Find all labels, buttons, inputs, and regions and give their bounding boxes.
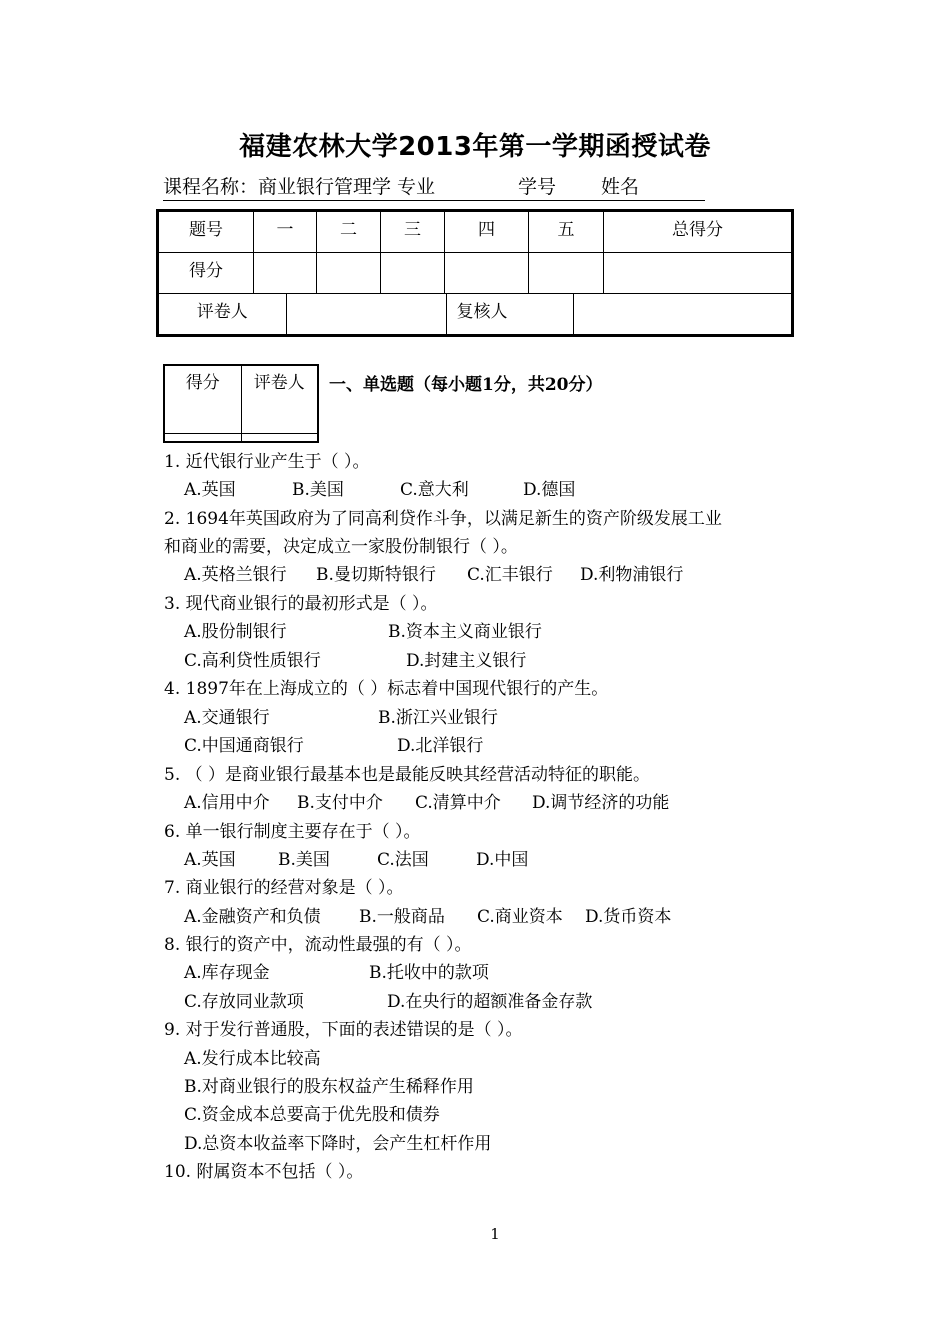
option-b[interactable]: B.对商业银行的股东权益产生稀释作用 xyxy=(184,1077,474,1097)
table-row xyxy=(164,365,318,434)
option-d[interactable]: D.北洋银行 xyxy=(397,736,484,756)
reviewer-label-cell: 复核人 xyxy=(446,294,573,334)
option-a[interactable]: A.交通银行 xyxy=(184,708,270,728)
student-id-field: 学号 xyxy=(518,176,557,198)
score-input-cell[interactable] xyxy=(381,253,445,294)
score-input-cell[interactable] xyxy=(254,253,317,294)
exam-title: 福建农林大学2013年第一学期函授试卷 xyxy=(239,132,711,162)
header-cell: 五 xyxy=(529,211,604,253)
score-label-cell: 得分 xyxy=(158,253,254,294)
score-input-cell[interactable] xyxy=(445,253,529,294)
course-info-line xyxy=(163,172,705,201)
option-a[interactable]: A.英国 xyxy=(184,480,236,500)
section-score-table xyxy=(163,364,319,443)
question-5: 5. （ ）是商业银行最基本也是最能反映其经营活动特征的职能。 xyxy=(164,765,651,785)
option-d[interactable]: D.调节经济的功能 xyxy=(532,793,670,813)
grader-input-cell[interactable] xyxy=(286,294,446,334)
option-a[interactable]: A.金融资产和负债 xyxy=(184,907,321,927)
signature-row xyxy=(158,294,793,336)
option-c[interactable]: C.高利贷性质银行 xyxy=(184,651,321,671)
option-b[interactable]: B.曼切斯特银行 xyxy=(316,565,436,585)
header-cell: 三 xyxy=(381,211,445,253)
option-c[interactable]: C.存放同业款项 xyxy=(184,992,304,1012)
section-score-label: 得分 xyxy=(164,365,241,434)
header-cell: 四 xyxy=(445,211,529,253)
option-c[interactable]: C.意大利 xyxy=(400,480,469,500)
option-d[interactable]: D.德国 xyxy=(523,480,576,500)
section-grader-label: 评卷人 xyxy=(241,365,318,434)
option-b[interactable]: B.美国 xyxy=(278,850,330,870)
reviewer-input-cell[interactable] xyxy=(573,294,791,334)
option-c[interactable]: C.商业资本 xyxy=(477,907,563,927)
question-6: 6. 单一银行制度主要存在于（ ）。 xyxy=(164,822,421,842)
option-b[interactable]: B.资本主义商业银行 xyxy=(388,622,542,642)
option-a[interactable]: A.发行成本比较高 xyxy=(184,1049,321,1069)
option-a[interactable]: A.库存现金 xyxy=(184,963,270,983)
option-c[interactable]: C.中国通商银行 xyxy=(184,736,304,756)
header-cell: 题号 xyxy=(158,211,254,253)
score-input-cell[interactable] xyxy=(529,253,604,294)
option-b[interactable]: B.美国 xyxy=(292,480,344,500)
option-b[interactable]: B.支付中介 xyxy=(297,793,383,813)
table-row xyxy=(158,294,793,336)
header-cell: 一 xyxy=(254,211,317,253)
score-input-cell[interactable] xyxy=(317,253,381,294)
option-c[interactable]: C.汇丰银行 xyxy=(467,565,553,585)
option-b[interactable]: B.浙江兴业银行 xyxy=(378,708,498,728)
option-a[interactable]: A.股份制银行 xyxy=(184,622,287,642)
option-d[interactable]: D.在央行的超额准备金存款 xyxy=(387,992,593,1012)
option-a[interactable]: A.英格兰银行 xyxy=(184,565,287,585)
course-name-field: 课程名称：商业银行管理学 专业 xyxy=(163,176,436,198)
total-score-cell[interactable] xyxy=(604,253,793,294)
question-1: 1. 近代银行业产生于（ ）。 xyxy=(164,452,370,472)
option-c[interactable]: C.清算中介 xyxy=(415,793,501,813)
option-c[interactable]: C.资金成本总要高于优先股和债券 xyxy=(184,1105,440,1125)
section-heading: 一、单选题（每小题1分，共20分） xyxy=(329,375,603,395)
question-2-continued: 和商业的需要，决定成立一家股份制银行（ ）。 xyxy=(164,537,518,557)
option-b[interactable]: B.一般商品 xyxy=(359,907,445,927)
table-row xyxy=(158,211,793,253)
question-2: 2. 1694年英国政府为了同高利贷作斗争，以满足新生的资产阶级发展工业 xyxy=(164,509,722,529)
header-cell: 总得分 xyxy=(604,211,793,253)
section-grader-input[interactable] xyxy=(241,434,318,442)
question-7: 7. 商业银行的经营对象是（ ）。 xyxy=(164,878,404,898)
option-d[interactable]: D.中国 xyxy=(476,850,529,870)
score-summary-table xyxy=(156,209,794,337)
option-d[interactable]: D.总资本收益率下降时，会产生杠杆作用 xyxy=(184,1134,492,1154)
section-score-input[interactable] xyxy=(164,434,241,442)
option-b[interactable]: B.托收中的款项 xyxy=(369,963,489,983)
student-name-field: 姓名 xyxy=(601,176,640,198)
option-a[interactable]: A.信用中介 xyxy=(184,793,270,813)
option-d[interactable]: D.封建主义银行 xyxy=(406,651,527,671)
option-d[interactable]: D.货币资本 xyxy=(585,907,672,927)
option-a[interactable]: A.英国 xyxy=(184,850,236,870)
table-row xyxy=(164,434,318,442)
option-d[interactable]: D.利物浦银行 xyxy=(580,565,684,585)
page-number: 1 xyxy=(490,1225,500,1243)
question-4: 4. 1897年在上海成立的（ ）标志着中国现代银行的产生。 xyxy=(164,679,609,699)
option-c[interactable]: C.法国 xyxy=(377,850,429,870)
grader-label-cell: 评卷人 xyxy=(159,294,286,334)
question-9: 9. 对于发行普通股，下面的表述错误的是（ ）。 xyxy=(164,1020,523,1040)
table-row xyxy=(158,253,793,294)
header-cell: 二 xyxy=(317,211,381,253)
question-8: 8. 银行的资产中，流动性最强的有（ ）。 xyxy=(164,935,472,955)
question-10: 10. 附属资本不包括（ ）。 xyxy=(164,1162,364,1182)
question-3: 3. 现代商业银行的最初形式是（ ）。 xyxy=(164,594,438,614)
